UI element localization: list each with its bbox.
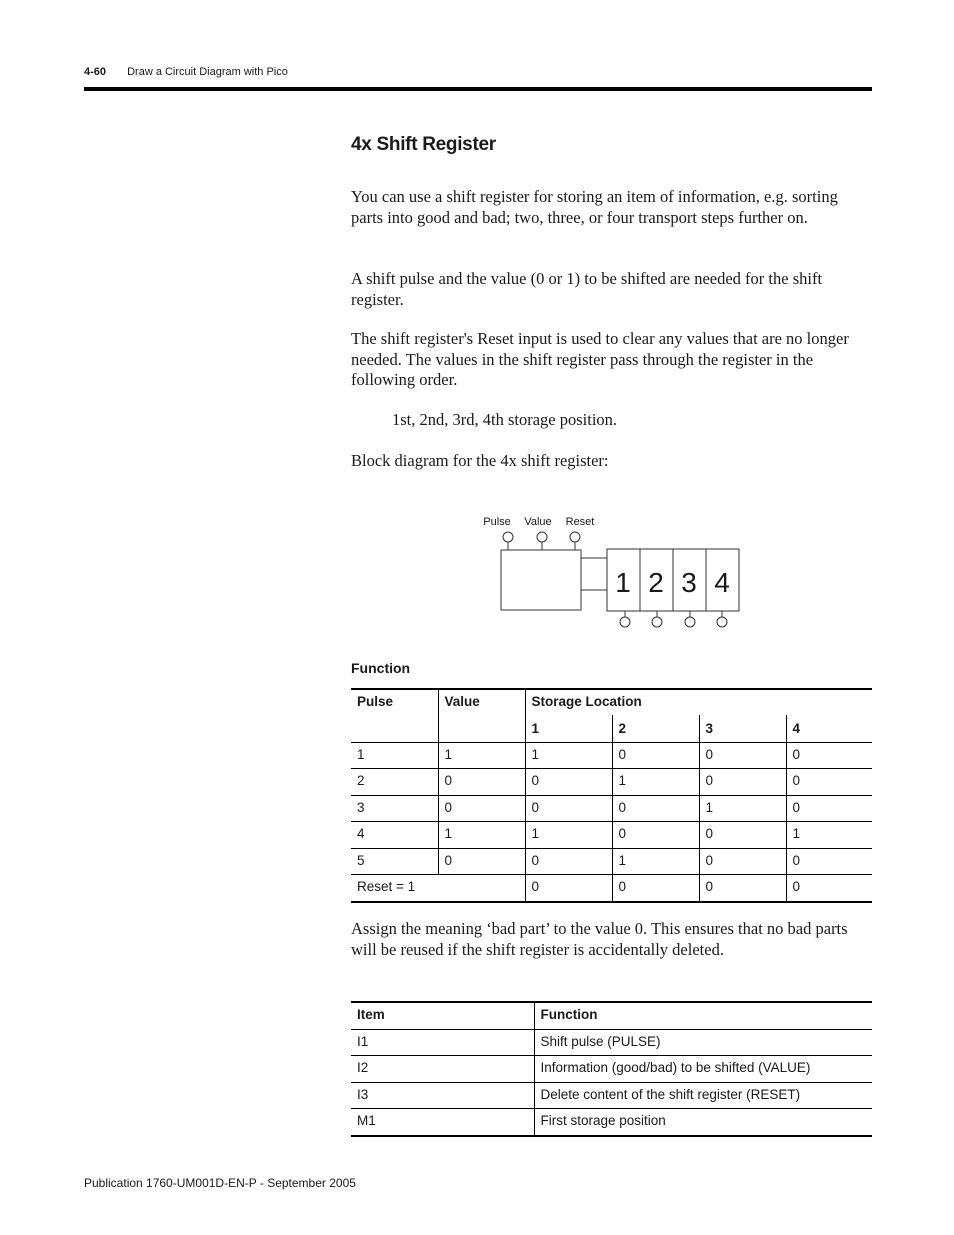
- cell: 0: [699, 822, 786, 849]
- item-table: [351, 1001, 872, 1137]
- col-header-pos-4: 4: [786, 715, 872, 742]
- cell: 3: [351, 795, 438, 822]
- cell: First storage position: [534, 1109, 872, 1136]
- reset-input-terminal: [570, 532, 580, 542]
- cell: 0: [612, 742, 699, 769]
- cell: 0: [699, 742, 786, 769]
- output-terminal-1: [620, 617, 630, 627]
- input-block: [501, 550, 581, 610]
- intro-paragraph: You can use a shift register for storing an item of information, e.g. sorting parts into good and bad; two, three, or four transport steps further on.: [351, 187, 838, 227]
- cell: 1: [699, 795, 786, 822]
- pulse-paragraph: A shift pulse and the value (0 or 1) to be shifted are needed for the shift register.: [351, 269, 823, 309]
- pulse-input-terminal: [503, 532, 513, 542]
- cell: 0: [438, 769, 525, 796]
- cell: 0: [612, 875, 699, 902]
- header-rule: [84, 87, 872, 91]
- cell: 1: [525, 822, 612, 849]
- cell: 5: [351, 848, 438, 875]
- cell: 0: [525, 769, 612, 796]
- table-row: [351, 1056, 872, 1083]
- col-header-value: Value: [438, 689, 525, 742]
- output-terminal-2: [652, 617, 662, 627]
- cell: 1: [786, 822, 872, 849]
- input-label-reset: Reset: [565, 516, 595, 528]
- col-header-pulse: Pulse: [351, 689, 438, 742]
- cell: 0: [699, 848, 786, 875]
- page-footer: Publication 1760-UM001D-EN-P - September 2005: [84, 1176, 356, 1190]
- cell: 4: [351, 822, 438, 849]
- storage-cell-2: 2: [648, 567, 664, 598]
- col-header-pos-3: 3: [699, 715, 786, 742]
- cell: 0: [525, 795, 612, 822]
- table-row: [351, 769, 872, 796]
- table-row: [351, 795, 872, 822]
- page-header: [84, 66, 872, 78]
- function-table-caption: Function: [351, 660, 411, 676]
- function-table: [351, 688, 872, 903]
- chapter-title: Draw a Circuit Diagram with Pico: [127, 66, 288, 78]
- col-header-storage: Storage Location: [525, 689, 872, 715]
- page-number: 4-60: [84, 66, 107, 78]
- cell: 1: [612, 769, 699, 796]
- cell: 0: [786, 848, 872, 875]
- table-row: [351, 1109, 872, 1136]
- cell: 0: [786, 875, 872, 902]
- section-heading: 4x Shift Register: [351, 134, 496, 155]
- storage-cell-4: 4: [714, 567, 730, 598]
- storage-cell-1: 1: [615, 567, 631, 598]
- storage-cell-3: 3: [681, 567, 697, 598]
- table-row: [351, 822, 872, 849]
- cell: 2: [351, 769, 438, 796]
- reset-paragraph: The shift register's Reset input is used to clear any values that are no longer needed. The values in the shift register pass through the register in the following order.: [351, 329, 849, 389]
- table-row: [351, 742, 872, 769]
- storage-order: 1st, 2nd, 3rd, 4th storage position.: [392, 410, 618, 429]
- output-terminal-4: [717, 617, 727, 627]
- cell: 0: [438, 795, 525, 822]
- cell: I1: [351, 1029, 534, 1056]
- cell: 1: [612, 848, 699, 875]
- cell: 0: [786, 742, 872, 769]
- cell: 0: [612, 822, 699, 849]
- cell: M1: [351, 1109, 534, 1136]
- cell: 0: [786, 795, 872, 822]
- cell: 0: [699, 875, 786, 902]
- cell: 0: [525, 848, 612, 875]
- cell: 0: [699, 769, 786, 796]
- col-header-function: Function: [534, 1002, 872, 1029]
- table-row: [351, 1029, 872, 1056]
- cell: 0: [525, 875, 612, 902]
- input-label-pulse: Pulse: [483, 516, 511, 528]
- reset-label: Reset = 1: [351, 875, 525, 902]
- table-row: [351, 848, 872, 875]
- diagram-intro: Block diagram for the 4x shift register:: [351, 451, 609, 470]
- cell: 1: [525, 742, 612, 769]
- cell: I3: [351, 1082, 534, 1109]
- col-header-pos-1: 1: [525, 715, 612, 742]
- cell: I2: [351, 1056, 534, 1083]
- cell: 0: [786, 769, 872, 796]
- block-diagram: [470, 508, 770, 638]
- cell: 0: [438, 848, 525, 875]
- cell: Shift pulse (PULSE): [534, 1029, 872, 1056]
- table-row: [351, 1082, 872, 1109]
- col-header-item: Item: [351, 1002, 534, 1029]
- value-input-terminal: [537, 532, 547, 542]
- cell: 1: [438, 742, 525, 769]
- col-header-pos-2: 2: [612, 715, 699, 742]
- cell: 0: [612, 795, 699, 822]
- reset-row: [351, 875, 872, 902]
- input-label-value: Value: [524, 516, 552, 528]
- cell: Delete content of the shift register (RESET): [534, 1082, 872, 1109]
- cell: Information (good/bad) to be shifted (VALUE): [534, 1056, 872, 1083]
- cell: 1: [351, 742, 438, 769]
- output-terminal-3: [685, 617, 695, 627]
- cell: 1: [438, 822, 525, 849]
- note-paragraph: Assign the meaning ‘bad part’ to the value 0. This ensures that no bad parts will be reused if the shift register is accidentally deleted.: [351, 919, 848, 959]
